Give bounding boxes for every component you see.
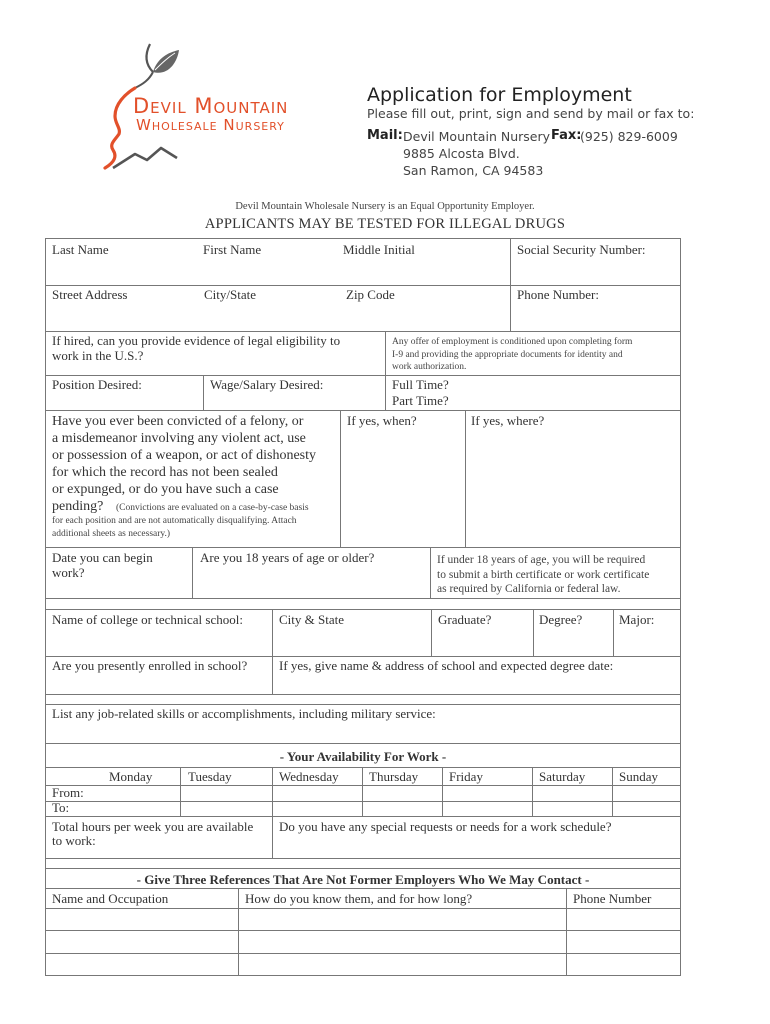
day-sunday: Sunday xyxy=(619,769,658,784)
felony-question-line1: Have you ever been convicted of a felony, or xyxy=(52,414,304,429)
felony-question-line2: a misdemeanor involving any violent act, use xyxy=(52,431,306,446)
current-school-label: If yes, give name & address of school and expected degree date: xyxy=(279,658,614,673)
felony-question-line5: or expunged, or do you have such a case xyxy=(52,482,279,497)
ssn-label: Social Security Number: xyxy=(517,242,646,257)
age-question-label: Are you 18 years of age or older? xyxy=(200,550,375,565)
day-thursday: Thursday xyxy=(369,769,419,784)
total-hours-label-line1: Total hours per week you are available xyxy=(52,819,254,834)
school-name-field[interactable] xyxy=(46,610,272,656)
enrolled-label: Are you presently enrolled in school? xyxy=(52,658,248,673)
last-name-label: Last Name xyxy=(52,242,109,257)
felony-when-field[interactable] xyxy=(341,411,465,547)
ssn-field[interactable] xyxy=(511,239,680,285)
first-name-field[interactable] xyxy=(196,239,336,285)
schedule-requests-field[interactable] xyxy=(273,817,680,858)
page-title: Application for Employment xyxy=(367,84,632,106)
city-state-label: City/State xyxy=(204,287,256,302)
reference-row-3[interactable] xyxy=(46,954,680,975)
start-date-label-line1: Date you can begin xyxy=(52,550,153,565)
day-saturday: Saturday xyxy=(539,769,586,784)
graduate-label: Graduate? xyxy=(438,612,492,627)
city-state-field[interactable] xyxy=(196,286,340,331)
eligibility-field[interactable] xyxy=(46,332,385,375)
full-time-field[interactable] xyxy=(386,376,680,392)
skills-label: List any job-related skills or accomplishments, including military service: xyxy=(52,706,436,721)
felony-where-field[interactable] xyxy=(466,411,680,547)
mail-address-line3: San Ramon, CA 94583 xyxy=(403,163,544,178)
start-date-label-line2: work? xyxy=(52,565,85,580)
reference-name-header: Name and Occupation xyxy=(52,891,169,906)
brand-name-line1: Devil Mountain xyxy=(133,94,289,118)
wage-desired-label: Wage/Salary Desired: xyxy=(210,377,324,392)
school-city-state-field[interactable] xyxy=(273,610,431,656)
degree-field[interactable] xyxy=(534,610,613,656)
availability-title: - Your Availability For Work - xyxy=(279,749,447,764)
reference-row-2[interactable] xyxy=(46,931,680,953)
skills-field[interactable] xyxy=(46,705,680,743)
reference-phone-header: Phone Number xyxy=(573,891,652,906)
day-tuesday: Tuesday xyxy=(188,769,232,784)
i9-notice-line2: I-9 and providing the appropriate documents for identity and xyxy=(392,349,623,360)
references-title: - Give Three References That Are Not Former Employers Who We May Contact - xyxy=(136,872,590,887)
age-question-field[interactable] xyxy=(193,548,430,598)
felony-question-line4: for which the record has not been sealed xyxy=(52,465,278,480)
availability-from-row[interactable] xyxy=(46,786,680,801)
reference-row-1[interactable] xyxy=(46,909,680,930)
felony-note-line3: additional sheets as necessary.) xyxy=(52,529,171,539)
total-hours-field[interactable] xyxy=(46,817,272,858)
school-name-label: Name of college or technical school: xyxy=(52,612,243,627)
middle-initial-label: Middle Initial xyxy=(343,242,415,257)
current-school-field[interactable] xyxy=(273,657,680,694)
part-time-label: Part Time? xyxy=(392,393,449,408)
degree-label: Degree? xyxy=(539,612,583,627)
full-time-label: Full Time? xyxy=(392,377,449,392)
street-address-label: Street Address xyxy=(52,287,128,302)
i9-notice xyxy=(392,336,678,374)
page-subtitle: Please fill out, print, sign and send by mail or fax to: xyxy=(367,106,695,121)
part-time-field[interactable] xyxy=(386,392,680,410)
drug-test-notice: APPLICANTS MAY BE TESTED FOR ILLEGAL DRUGS xyxy=(204,216,566,232)
start-date-field[interactable] xyxy=(46,548,192,598)
total-hours-label-line2: to work: xyxy=(52,833,96,848)
from-label: From: xyxy=(52,785,84,800)
mail-address-line1: Devil Mountain Nursery xyxy=(403,129,550,144)
middle-initial-field[interactable] xyxy=(336,239,510,285)
minor-notice-line1: If under 18 years of age, you will be required xyxy=(437,554,646,566)
i9-notice-line3: work authorization. xyxy=(392,362,467,372)
reference-relationship-header: How do you know them, and for how long? xyxy=(245,891,473,906)
eoe-statement: Devil Mountain Wholesale Nursery is an Equal Opportunity Employer. xyxy=(235,201,535,212)
day-wednesday: Wednesday xyxy=(279,769,339,784)
eligibility-question-line2: work in the U.S.? xyxy=(52,348,144,363)
wage-desired-field[interactable] xyxy=(204,376,385,410)
felony-note-line1: (Convictions are evaluated on a case-by-case basis xyxy=(116,503,309,513)
i9-notice-line1: Any offer of employment is conditioned upon completing form xyxy=(392,337,633,347)
to-label: To: xyxy=(52,800,70,815)
first-name-label: First Name xyxy=(203,242,262,257)
minor-notice-line3: as required by California or federal law. xyxy=(437,583,621,595)
day-monday: Monday xyxy=(109,769,153,784)
street-address-field[interactable] xyxy=(46,286,196,331)
phone-number-field[interactable] xyxy=(511,286,680,331)
fax-label: Fax: xyxy=(551,128,582,143)
minor-notice xyxy=(437,553,677,597)
felony-note-line2: for each position and are not automatically disqualifying. Attach xyxy=(52,516,297,526)
schedule-requests-label: Do you have any special requests or needs for a work schedule? xyxy=(279,819,612,834)
felony-question[interactable] xyxy=(46,411,340,547)
felony-where-label: If yes, where? xyxy=(471,413,545,428)
eligibility-question-line1: If hired, can you provide evidence of legal eligibility to xyxy=(52,333,341,348)
phone-number-label: Phone Number: xyxy=(517,287,599,302)
fax-number: (925) 829-6009 xyxy=(580,129,678,144)
graduate-field[interactable] xyxy=(432,610,533,656)
major-label: Major: xyxy=(619,612,655,627)
position-desired-label: Position Desired: xyxy=(52,377,142,392)
zip-code-field[interactable] xyxy=(340,286,510,331)
felony-when-label: If yes, when? xyxy=(347,413,417,428)
day-friday: Friday xyxy=(449,769,483,784)
last-name-field[interactable] xyxy=(46,239,196,285)
zip-code-label: Zip Code xyxy=(346,287,395,302)
major-field[interactable] xyxy=(614,610,680,656)
felony-question-line3: or possession of a weapon, or act of dishonesty xyxy=(52,448,317,463)
availability-to-row[interactable] xyxy=(46,802,680,816)
school-city-state-label: City & State xyxy=(279,612,344,627)
brand-name-line2: Wholesale Nursery xyxy=(136,116,285,134)
mail-address-line2: 9885 Alcosta Blvd. xyxy=(403,146,520,161)
position-desired-field[interactable] xyxy=(46,376,203,410)
felony-question-line6: pending? xyxy=(52,499,104,514)
mail-label: Mail: xyxy=(367,128,403,143)
enrolled-field[interactable] xyxy=(46,657,272,694)
minor-notice-line2: to submit a birth certificate or work certificate xyxy=(437,568,650,581)
